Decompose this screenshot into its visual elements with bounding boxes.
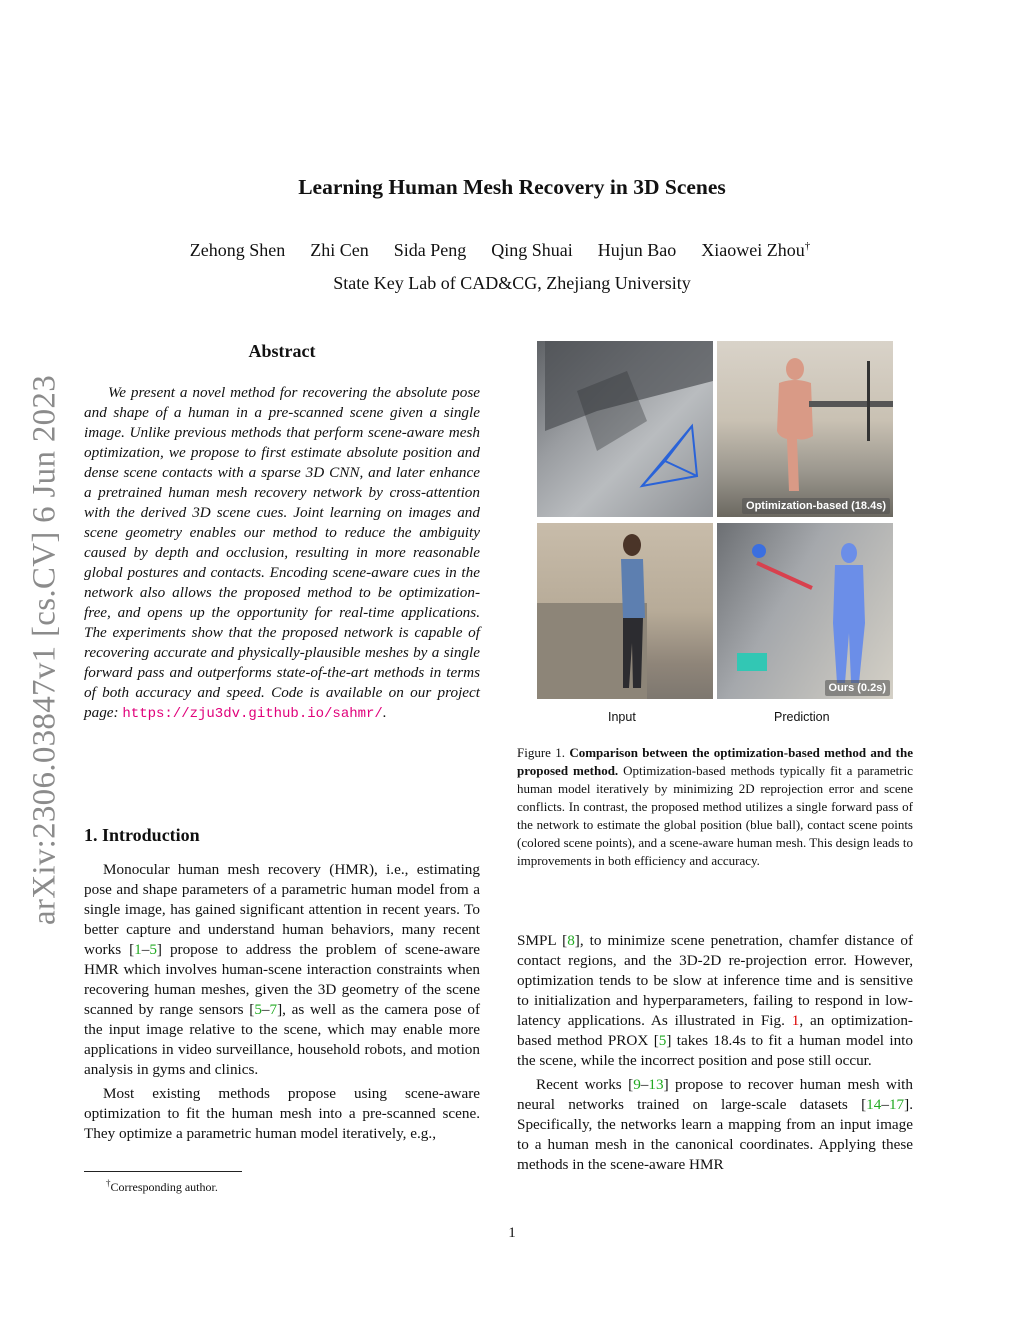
footnote: †Corresponding author. <box>106 1178 218 1194</box>
intro-paragraph: Most existing methods propose using scene-aware optimization to fit the human mesh into a pre-scanned scene. They optimize a parametric human model iteratively, e.g., <box>84 1085 480 1142</box>
citation-link[interactable]: 13 <box>648 1076 664 1093</box>
project-page-link[interactable]: https://zju3dv.github.io/sahmr/ <box>122 706 383 722</box>
input-photo <box>537 523 713 699</box>
body-paragraph: SMPL [8], to minimize scene penetration, chamfer distance of contact regions, and the 3D-2D re-projection error. However, optimization tends to be slow at inference time and is sensitive to initialization and hyperparameters, failing to respond in low-latency applications. As illustrated in Fig. 1, an optimization-based method PROX [5] takes 18.4s to fit a human model into the scene, while the incorrect position and pose still occur. <box>517 932 913 1069</box>
page-number: 1 <box>508 1225 516 1241</box>
introduction-heading: 1. Introduction <box>84 825 200 845</box>
figure-reference-link[interactable]: 1 <box>791 1012 800 1029</box>
introduction-body <box>84 860 480 1148</box>
optimization-result-image <box>717 341 893 517</box>
author-name: Hujun Bao <box>597 240 677 260</box>
citation-link[interactable]: 14 <box>866 1096 882 1113</box>
citation-link[interactable]: 5 <box>149 941 157 958</box>
citation-link[interactable]: 17 <box>888 1096 905 1113</box>
person-photo-icon <box>537 523 713 699</box>
human-mesh-icon <box>717 341 893 517</box>
body-paragraph: Recent works [9–13] propose to recover human mesh with neural networks trained on large-scale datasets [14–17]. Specifically, the networks learn a mapping from an input image to a human mesh in the canonical coordinates. Applying these methods in the scene-aware HMR <box>517 1076 913 1173</box>
optimization-time-label: Optimization-based (18.4s) <box>742 498 890 514</box>
citation-link[interactable]: 5 <box>254 1001 262 1018</box>
right-column-body <box>517 931 913 1179</box>
ours-time-label: Ours (0.2s) <box>825 680 890 696</box>
author-list <box>150 240 850 261</box>
citation-link[interactable]: 8 <box>567 932 575 949</box>
abstract-heading: Abstract <box>248 341 316 361</box>
camera-frustum-icon <box>537 341 713 517</box>
human-mesh-icon <box>717 523 893 699</box>
citation-link[interactable]: 1 <box>134 941 142 958</box>
author-name-corresponding: Xiaowei Zhou† <box>701 240 811 260</box>
author-name: Sida Peng <box>393 240 467 260</box>
author-name: Zhi Cen <box>310 240 369 260</box>
author-name: Qing Shuai <box>491 240 573 260</box>
arxiv-id-text: arXiv:2306.03847v1 [cs.CV] 6 Jun 2023 <box>26 374 63 926</box>
abstract-text: We present a novel method for recovering the absolute pose and shape of a human in a pre-scanned scene given a single image. Unlike previous methods that perform scene-aware mesh optimization, we propose to first estimate absolute position and dense scene contacts with a sparse 3D CNN, and later enhance a pretrained human mesh recovery network by cross-attention with the derived 3D scene cues. Joint learning on images and scene geometry enables our method to reduce the ambiguity caused by depth and occlusion, resulting in more reasonable global postures and contacts. Encoding scene-aware cues in the network also allows the proposed method to be optimization-free, and opens up the opportunity for real-time applications. The experiments show that the proposed network is capable of recovering accurate and physically-plausible meshes by a single forward pass and outperforms state-of-the-art methods in terms of both accuracy and speed. Code is available on our project page: https://zju3dv.github.io/sahmr/. <box>84 384 480 722</box>
figure-1 <box>537 341 893 699</box>
author-name: Zehong Shen <box>189 240 286 260</box>
arxiv-identifier <box>20 370 70 930</box>
citation-link[interactable]: 9 <box>633 1076 641 1093</box>
intro-paragraph: Monocular human mesh recovery (HMR), i.e., estimating pose and shape parameters of a parametric human model from a single image, has gained significant attention in recent years. To better capture and understand human behaviors, many recent works [1–5] propose to address the problem of scene-aware HMR which involves human-scene interaction constraints when recovering human meshes, given the 3D geometry of the scene scanned by range sensors [5–7], as well as the camera pose of the input image relative to the scene, which may enable more applications in video surveillance, household robots, and motion analysis in gyms and clinics. <box>84 861 481 1078</box>
figure-caption: Figure 1. Comparison between the optimization-based method and the proposed method. Optimization-based methods typically fit a parametric human model iteratively by minimizing 2D reprojection error and scene conflicts. In contrast, the proposed method utilizes a single forward pass of the network to estimate the global position (blue ball), contact scene points (colored scene points), and a scene-aware human mesh. This design leads to improvements in both efficiency and accuracy. <box>517 745 913 868</box>
scene-scan-image <box>537 341 713 517</box>
paper-title: Learning Human Mesh Recovery in 3D Scenes <box>298 175 726 199</box>
citation-link[interactable]: 5 <box>658 1032 667 1049</box>
proposed-result-image <box>717 523 893 699</box>
input-column-label: Input <box>608 710 636 724</box>
corresponding-mark: † <box>804 240 811 252</box>
citation-link[interactable]: 7 <box>269 1001 278 1018</box>
prediction-column-label: Prediction <box>774 710 830 724</box>
footnote-rule <box>84 1171 242 1172</box>
affiliation: State Key Lab of CAD&CG, Zhejiang University <box>333 273 691 293</box>
